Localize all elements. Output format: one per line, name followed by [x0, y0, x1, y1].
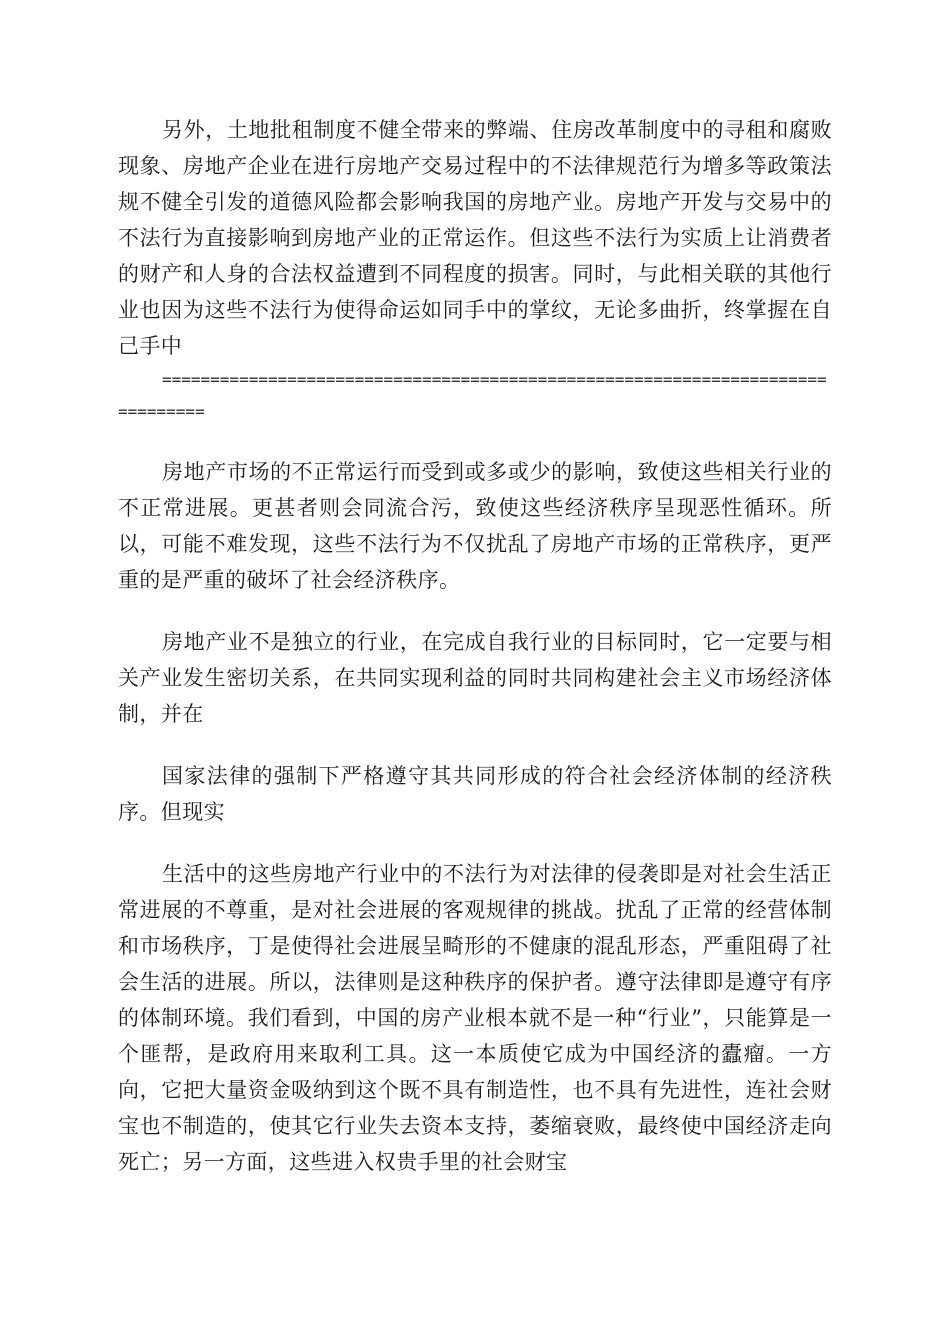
paragraph-national-law: 国家法律的强制下严格遵守其共同形成的符合社会经济体制的经济秩序。但现实: [118, 764, 832, 824]
paragraph-land-policy: 另外，土地批租制度不健全带来的弊端、住房改革制度中的寻租和腐败现象、房地产企业在进行房地产交易过程中的不法律规范行为增多等政策法规不健全引发的道德风险都会影响我国的房地产业。房地产开发与交易中的不法行为直接影响到房地产业的正常运作。但这些不法行为实质上让消费者的财产和人身的合法权益遭到不同程度的损害。同时，与此相关联的其他行业也因为这些不法行为使得命运如同手中的掌纹，无论多曲折，终掌握在自己手中: [118, 118, 832, 358]
paragraph-industry-relations: 房地产业不是独立的行业，在完成自我行业的目标同时，它一定要与相关产业发生密切关系，在共同实现利益的同时共同构建社会主义市场经济体制，并在: [118, 630, 832, 726]
paragraph-illegal-behavior: 生活中的这些房地产行业中的不法行为对法律的侵袭即是对社会生活正常进展的不尊重，是对社会进展的客观规律的挑战。扰乱了正常的经营体制和市场秩序，丁是使得社会进展呈畸形的不健康的混乱形态，严重阻碍了社会生活的进展。所以，法律则是这种秩序的保护者。遵守法律即是遵守有序的体制环境。我们看到，中国的房产业根本就不是一种“行业”，只能算是一个匪帮，是政府用来取利工具。这一本质使它成为中国经济的蠹瘤。一方向，它把大量资金吸纳到这个既不具有制造性，也不具有先进性，连社会财宝也不制造的，使其它行业失去资本支持，萎缩衰败，最终使中国经济走向死亡；另一方面，这些进入权贵手里的社会财宝: [118, 862, 832, 1174]
paragraph-market-impact: 房地产市场的不正常运行而受到或多或少的影响，致使这些相关行业的不正常进展。更甚者则会同流合污，致使这些经济秩序呈现恶性循环。所以，可能不难发现，这些不法行为不仅扰乱了房地产市场的正常秩序，更严重的是严重的破坏了社会经济秩序。: [118, 460, 832, 592]
separator-line: ==============================================================================: [118, 370, 827, 421]
document-page: [118, 112, 832, 1180]
